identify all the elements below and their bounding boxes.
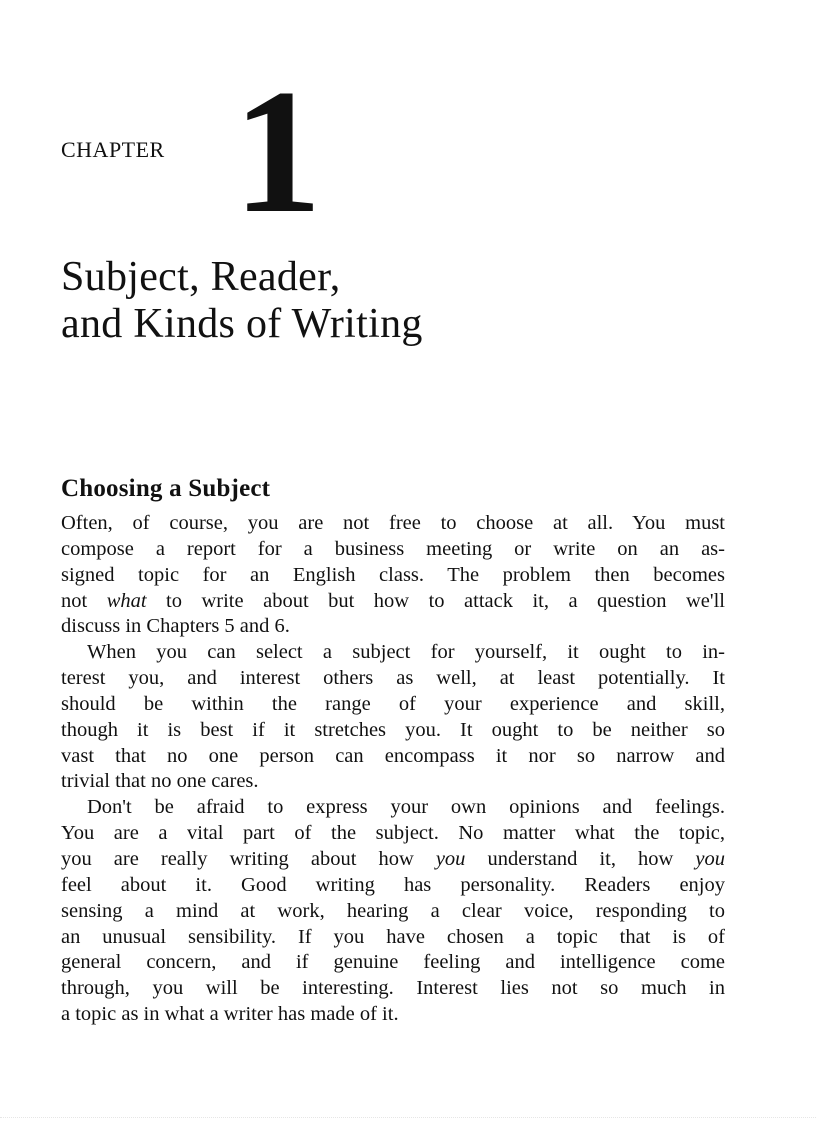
chapter-title-line: Subject, Reader, (61, 254, 341, 300)
emphasis-text: you (695, 847, 725, 870)
text-run: to write about but how to attack it, a question we'll (146, 589, 725, 612)
text-line: compose a report for a business meeting or write on an as- (61, 537, 725, 560)
chapter-label: CHAPTER (61, 137, 165, 162)
paragraph (61, 640, 725, 795)
page-bottom-rule (0, 1117, 816, 1118)
text-line (61, 589, 725, 615)
paragraph (61, 511, 725, 640)
text-line: You are a vital part of the subject. No matter what the topic, (61, 822, 725, 845)
paragraph (61, 795, 725, 1028)
text-line: feel about it. Good writing has personality. Readers enjoy (61, 873, 725, 896)
text-line: general concern, and if genuine feeling and intelligence come (61, 951, 725, 974)
text-run: not (61, 589, 107, 612)
text-line: through, you will be interesting. Interest lies not so much in (61, 977, 725, 1000)
text-line (61, 847, 725, 873)
text-line: though it is best if it stretches you. It ought to be neither so (61, 718, 725, 741)
text-line: trivial that no one cares. (61, 770, 259, 793)
text-line: sensing a mind at work, hearing a clear voice, responding to (61, 899, 725, 922)
text-run: understand it, how (465, 847, 696, 870)
text-line: Don't be afraid to express your own opinions and feelings. (87, 796, 725, 819)
section-heading: Choosing a Subject (61, 475, 271, 502)
emphasis-text: what (106, 589, 147, 612)
chapter-title (61, 254, 761, 348)
text-line: discuss in Chapters 5 and 6. (61, 615, 290, 638)
text-run: you are really writing about how (61, 847, 436, 870)
emphasis-text: you (435, 847, 466, 870)
body-text (61, 511, 725, 1028)
text-line: a topic as in what a writer has made of it. (61, 1003, 399, 1026)
text-line: terest you, and interest others as well, at least potentially. It (61, 667, 725, 690)
text-line: Often, of course, you are not free to choose at all. You must (61, 512, 725, 534)
chapter-number: 1 (233, 52, 318, 250)
text-line: When you can select a subject for yourself, it ought to in- (87, 641, 725, 664)
chapter-title-line: and Kinds of Writing (61, 301, 423, 347)
text-line: signed topic for an English class. The problem then becomes (61, 563, 725, 586)
text-line: should be within the range of your experience and skill, (61, 692, 725, 715)
text-line: an unusual sensibility. If you have chosen a topic that is of (61, 925, 725, 948)
text-line: vast that no one person can encompass it nor so narrow and (61, 744, 725, 767)
